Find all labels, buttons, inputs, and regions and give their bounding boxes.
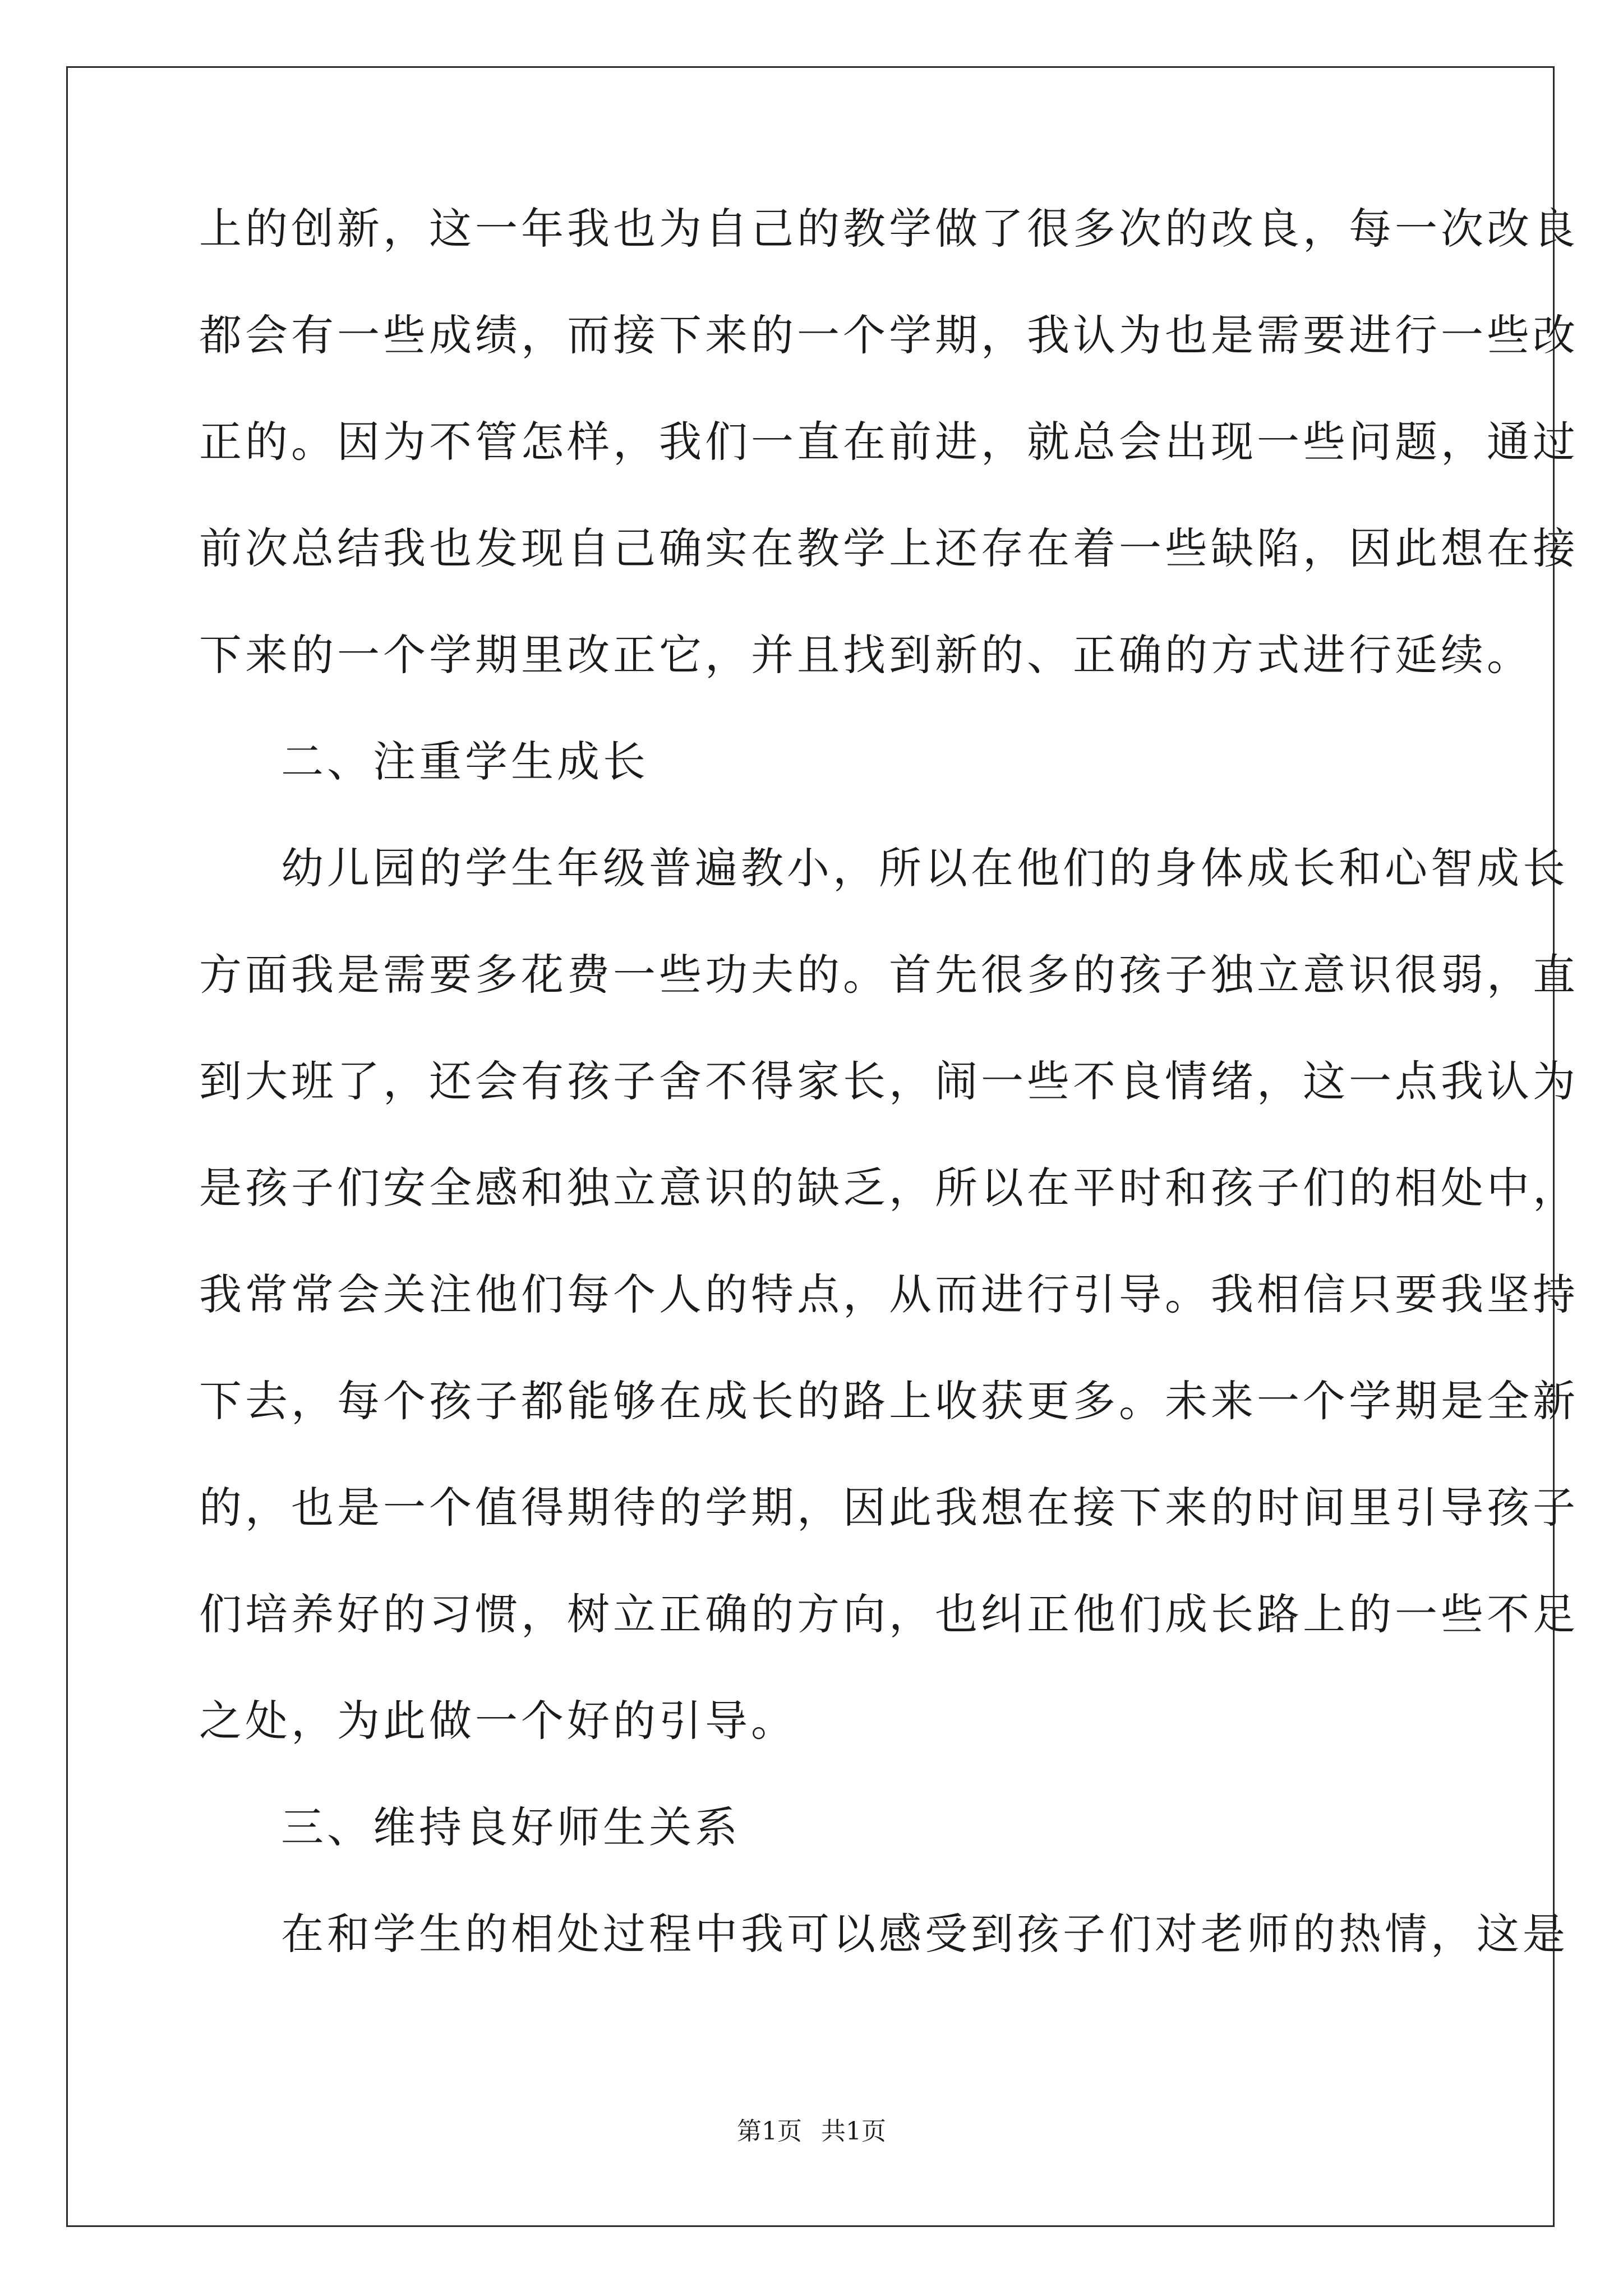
paragraph-2-line-1: 幼儿园的学生年级普遍教小，所以在他们的身体成长和心智成长 xyxy=(281,843,1569,893)
paragraph-2-line-7: 的，也是一个值得期待的学期，因此我想在接下来的时间里引导孩子 xyxy=(199,1483,1579,1533)
page-border xyxy=(66,66,1555,2227)
paragraph-2-line-8: 们培养好的习惯，树立正确的方向，也纠正他们成长路上的一些不足 xyxy=(199,1589,1579,1639)
page-number-current: 第1页 xyxy=(737,2117,802,2146)
paragraph-3-line-1: 在和学生的相处过程中我可以感受到孩子们对老师的热情，这是 xyxy=(281,1909,1569,1959)
page-number-total: 共1页 xyxy=(821,2117,886,2146)
section-heading-2: 二、注重学生成长 xyxy=(281,737,649,786)
section-heading-3: 三、维持良好师生关系 xyxy=(281,1802,741,1852)
paragraph-1-line-1: 上的创新，这一年我也为自己的教学做了很多次的改良，每一次改良 xyxy=(199,204,1579,254)
paragraph-2-line-2: 方面我是需要多花费一些功夫的。首先很多的孩子独立意识很弱，直 xyxy=(199,950,1579,1000)
paragraph-2-line-9: 之处，为此做一个好的引导。 xyxy=(199,1696,797,1746)
paragraph-1-line-5: 下来的一个学期里改正它，并且找到新的、正确的方式进行延续。 xyxy=(199,630,1533,680)
page-footer xyxy=(0,2119,1623,2144)
paragraph-2-line-4: 是孩子们安全感和独立意识的缺乏，所以在平时和孩子们的相处中， xyxy=(199,1163,1579,1213)
paragraph-1-line-2: 都会有一些成绩，而接下来的一个学期，我认为也是需要进行一些改 xyxy=(199,310,1579,360)
paragraph-2-line-3: 到大班了，还会有孩子舍不得家长，闹一些不良情绪，这一点我认为 xyxy=(199,1056,1579,1106)
paragraph-1-line-4: 前次总结我也发现自己确实在教学上还存在着一些缺陷，因此想在接 xyxy=(199,523,1579,573)
paragraph-2-line-5: 我常常会关注他们每个人的特点，从而进行引导。我相信只要我坚持 xyxy=(199,1269,1579,1319)
paragraph-2-line-6: 下去，每个孩子都能够在成长的路上收获更多。未来一个学期是全新 xyxy=(199,1376,1579,1426)
paragraph-1-line-3: 正的。因为不管怎样，我们一直在前进，就总会出现一些问题，通过 xyxy=(199,417,1579,467)
